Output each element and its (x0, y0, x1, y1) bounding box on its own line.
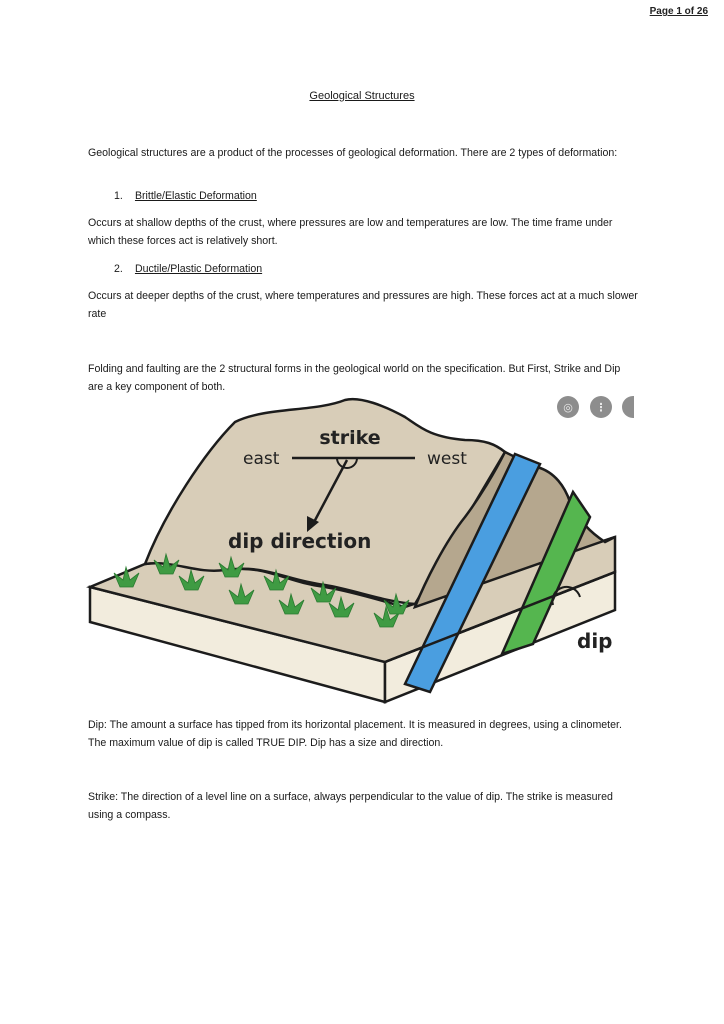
list-item-brittle (114, 187, 257, 205)
dip-direction-label: dip direction (228, 529, 372, 553)
dip-label: dip (577, 629, 613, 653)
document-title: Geological Structures (309, 90, 415, 102)
ductile-description: Occurs at deeper depths of the crust, where temperatures and pressures are high. These forces act at a much slower rate (88, 290, 638, 320)
list-number: 1. (114, 190, 123, 202)
east-label: east (243, 449, 280, 469)
west-label: west (427, 449, 467, 469)
list-number: 2. (114, 263, 123, 275)
lens-icon[interactable]: ◎ (557, 396, 579, 418)
strike-definition: Strike: The direction of a level line on a surface, always perpendicular to the value of dip. The strike is measured using a compass. (88, 791, 613, 821)
list-label: Ductile/Plastic Deformation (134, 263, 263, 275)
strike-label: strike (319, 427, 381, 449)
dip-definition: Dip: The amount a surface has tipped from its horizontal placement. It is measured in degrees, using a clinometer. The maximum value of dip is called TRUE DIP. Dip has a size and direction. (88, 719, 622, 749)
folding-faulting-paragraph: Folding and faulting are the 2 structural forms in the geological world on the specification. But First, Strike and Dip are a key component of both. (88, 363, 621, 393)
list-label: Brittle/Elastic Deformation (134, 190, 257, 202)
brittle-description: Occurs at shallow depths of the crust, where pressures are low and temperatures are low. The time frame under which these forces act is relatively short. (88, 217, 613, 247)
page-counter: Page 1 of 26 (649, 6, 708, 17)
strike-dip-diagram (85, 392, 640, 710)
intro-paragraph: Geological structures are a product of the processes of geological deformation. There are 2 types of deformation: (88, 147, 618, 159)
list-item-ductile (114, 260, 262, 278)
more-icon[interactable]: ⋮ (590, 396, 612, 418)
